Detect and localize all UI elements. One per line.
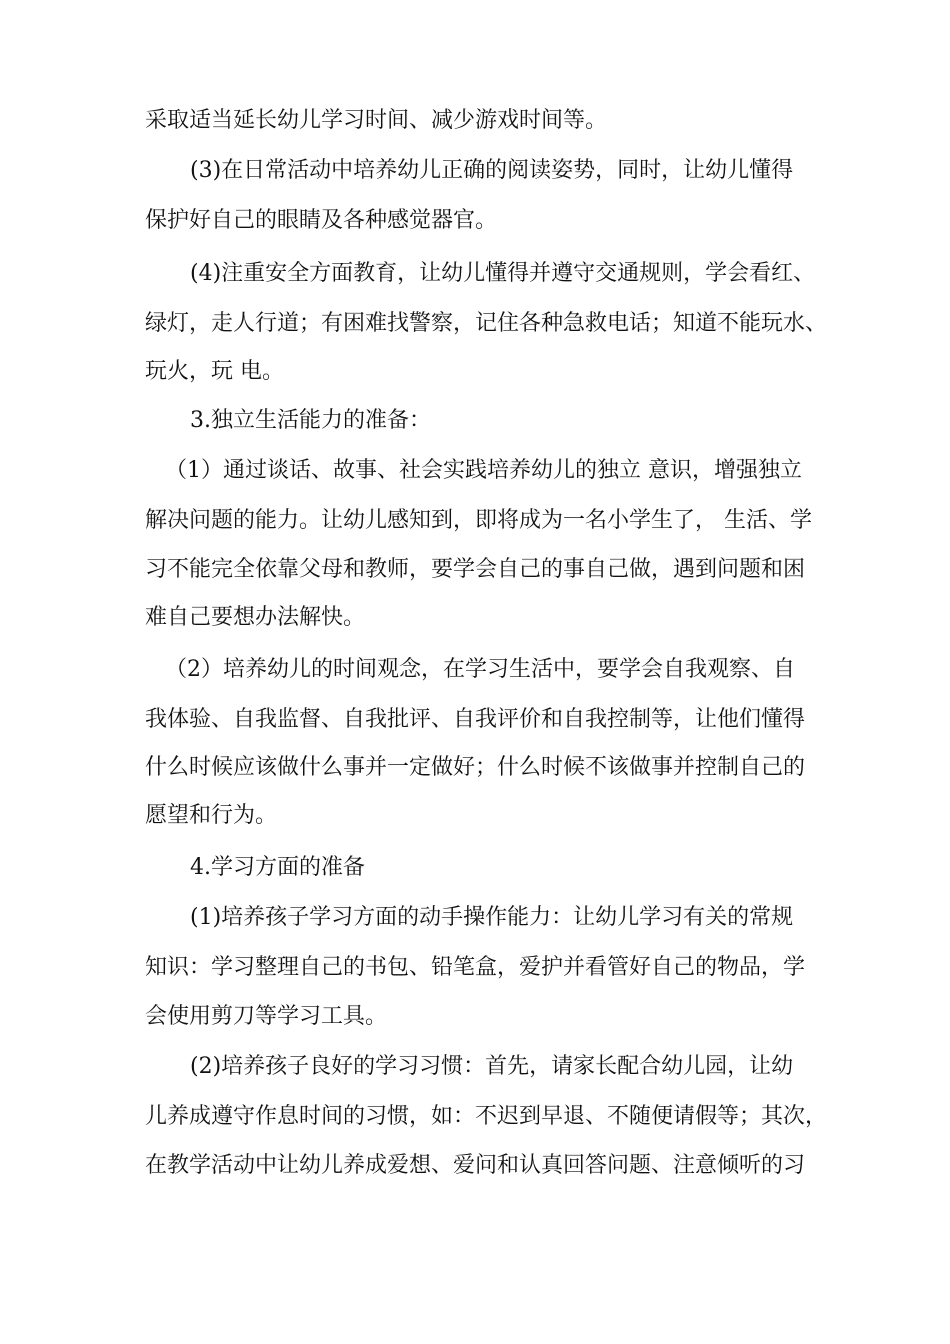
section-heading: 3.独立生活能力的准备： — [190, 408, 431, 433]
text-line: (3)在日常活动中培养幼儿正确的阅读姿势，同时，让幼儿懂得 — [190, 158, 794, 183]
text-line: 在教学活动中让幼儿养成爱想、爱问和认真回答问题、注意倾听的习 — [145, 1153, 806, 1178]
text-line: 玩火，玩 电。 — [145, 359, 284, 384]
text-line: （1）通过谈话、故事、社会实践培养幼儿的独立 意识，增强独立 — [165, 458, 802, 483]
text-line: (4)注重安全方面教育，让幼儿懂得并遵守交通规则，学会看红、 — [190, 261, 816, 286]
text-line: 难自己要想办法解快。 — [145, 605, 366, 630]
text-line: (2)培养孩子良好的学习习惯：首先，请家长配合幼儿园，让幼 — [190, 1054, 794, 1079]
text-line: 我体验、自我监督、自我批评、自我评价和自我控制等，让他们懂得 — [145, 707, 806, 732]
text-line: 保护好自己的眼睛及各种感觉器官。 — [145, 208, 498, 233]
text-line: 采取适当延长幼儿学习时间、减少游戏时间等。 — [145, 108, 608, 133]
text-line: 会使用剪刀等学习工具。 — [145, 1004, 388, 1029]
text-line: 解决问题的能力。让幼儿感知到，即将成为一名小学生了， 生活、学 — [145, 508, 812, 533]
text-line: 愿望和行为。 — [145, 803, 278, 828]
text-line: (1)培养孩子学习方面的动手操作能力：让幼儿学习有关的常规 — [190, 905, 794, 930]
text-line: （2）培养幼儿的时间观念，在学习生活中，要学会自我观察、自 — [165, 657, 795, 682]
text-line: 绿灯，走人行道；有困难找警察，记住各种急救电话；知道不能玩水、 — [145, 311, 828, 336]
section-heading: 4.学习方面的准备 — [190, 855, 365, 880]
text-line: 什么时候应该做什么事并一定做好；什么时候不该做事并控制自己的 — [145, 755, 806, 780]
text-line: 知识：学习整理自己的书包、铅笔盒，爱护并看管好自己的物品，学 — [145, 955, 806, 980]
text-line: 习不能完全依靠父母和教师，要学会自己的事自己做，遇到问题和困 — [145, 557, 806, 582]
text-line: 儿养成遵守作息时间的习惯，如：不迟到早退、不随便请假等；其次， — [145, 1104, 828, 1129]
